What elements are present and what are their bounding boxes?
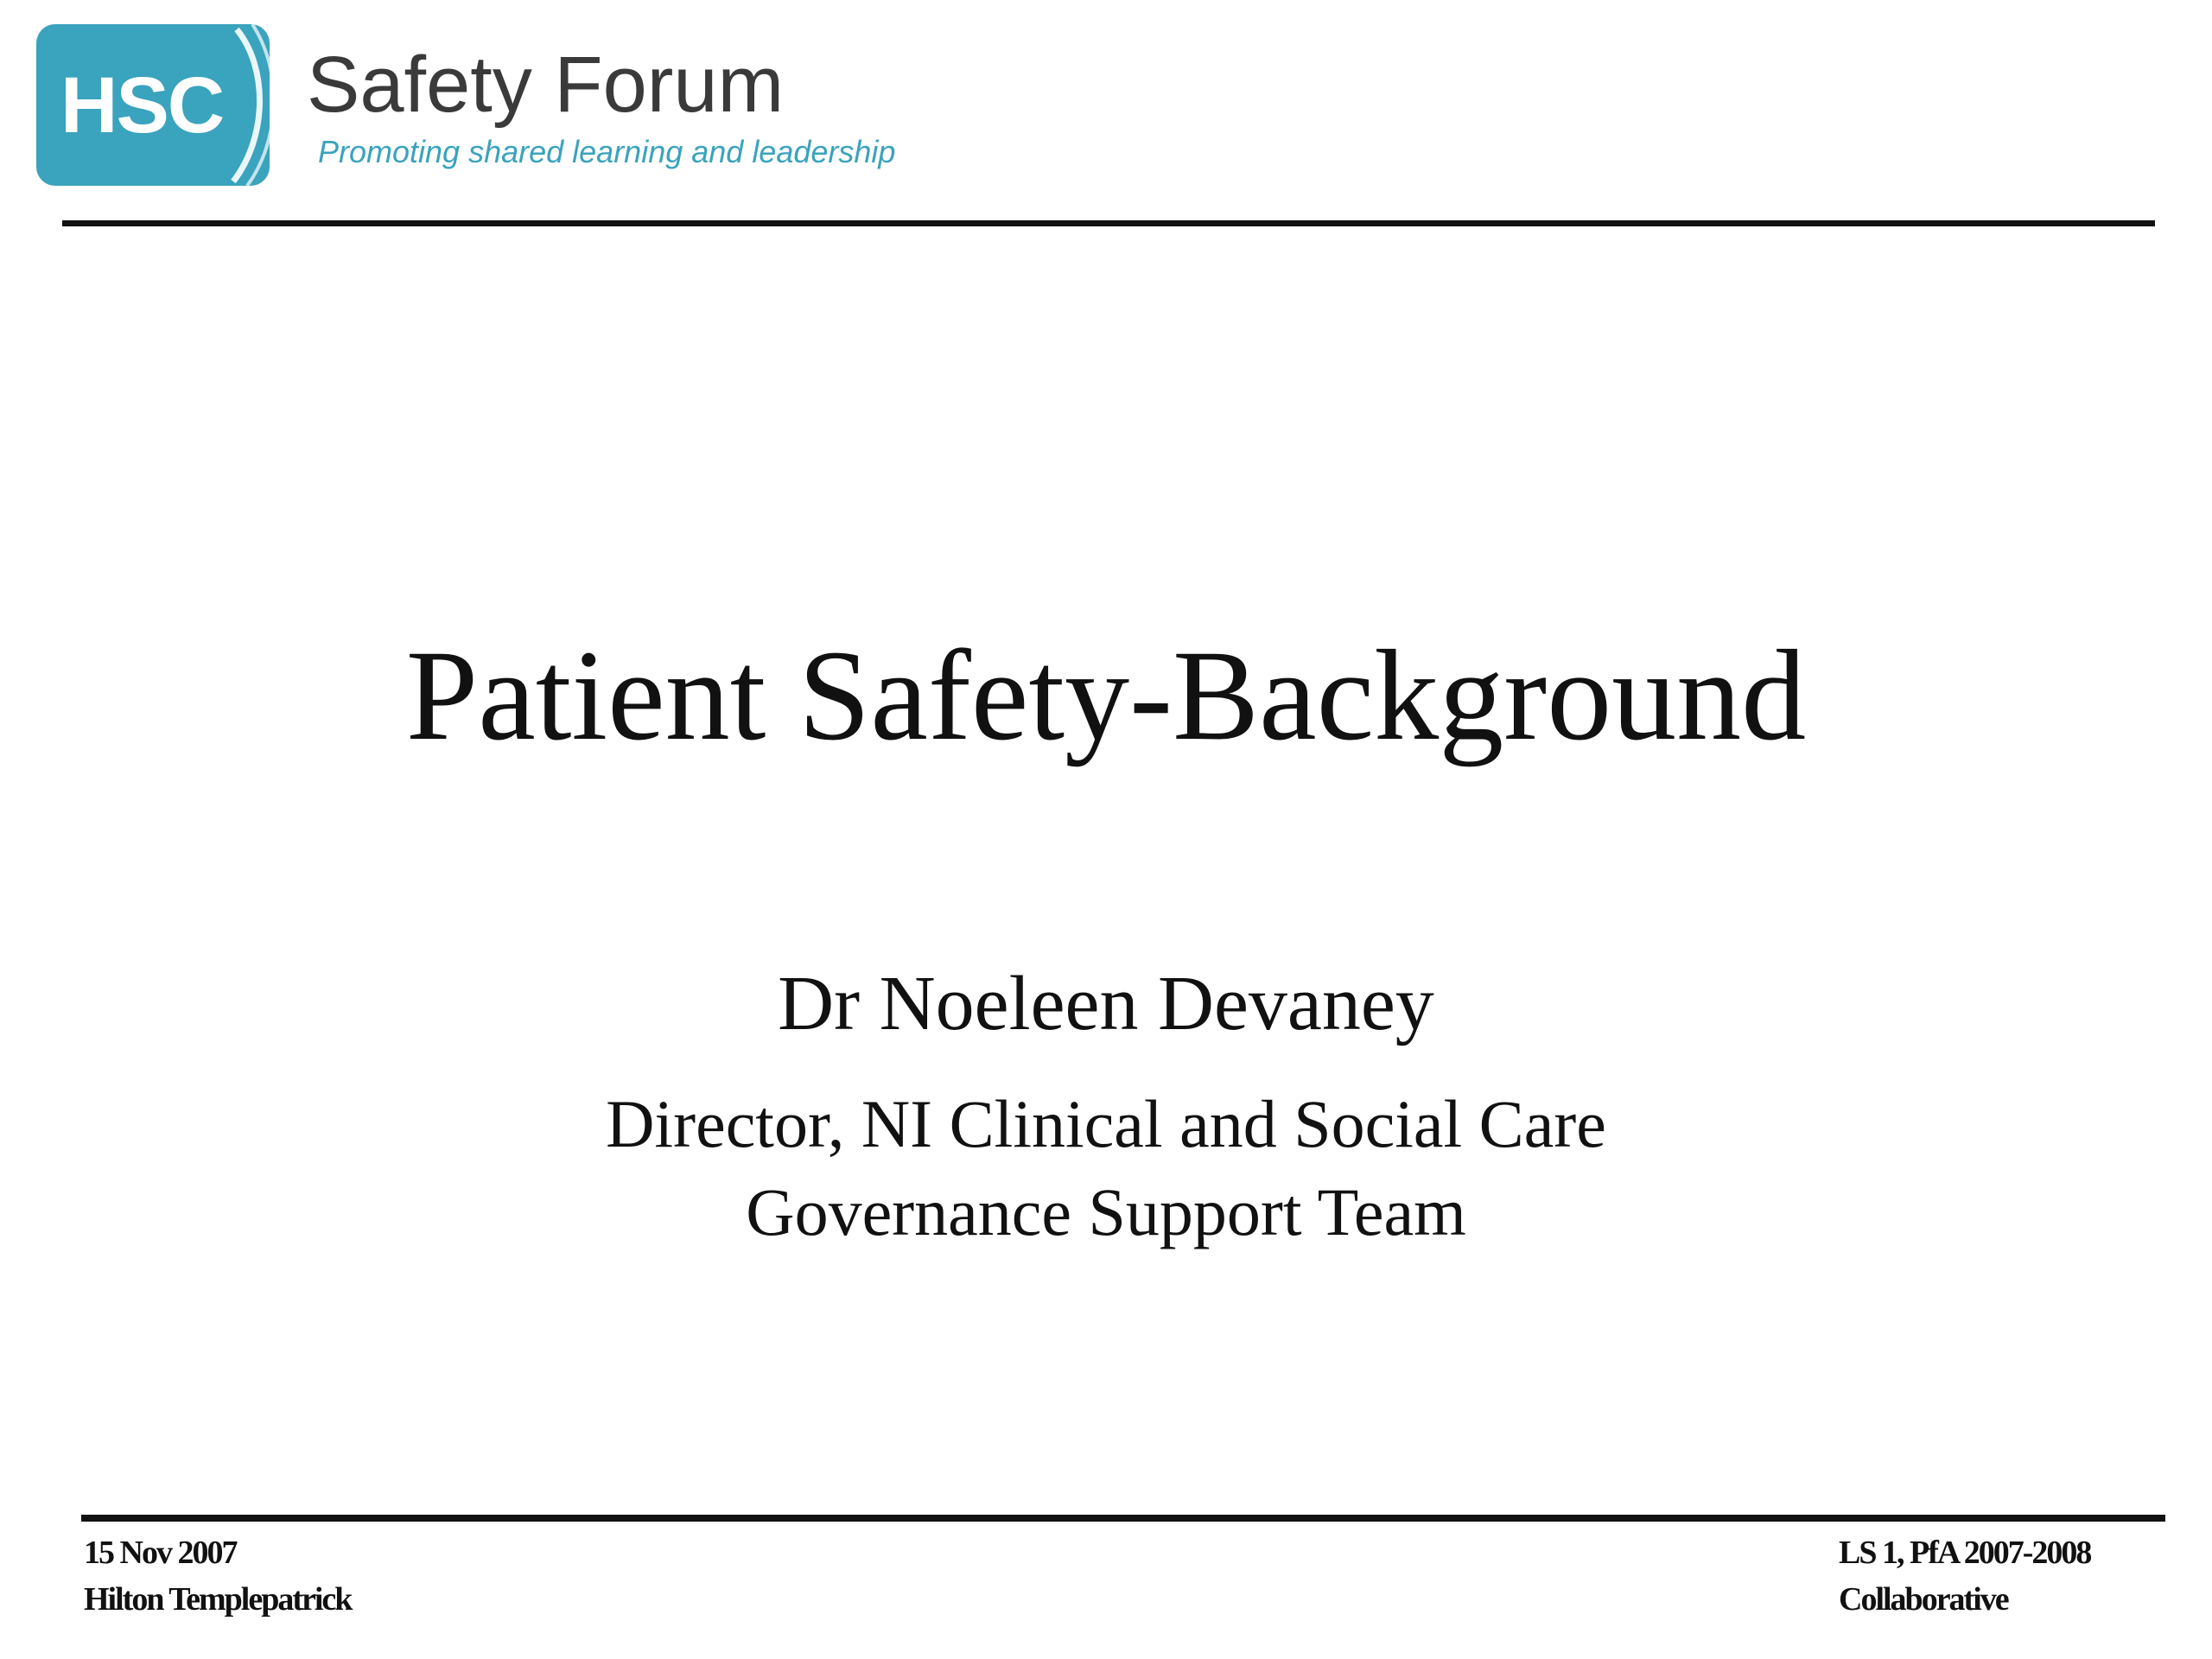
footer-collaborative: Collaborative xyxy=(1839,1581,2008,1618)
role-line: Director, NI Clinical and Social Care xyxy=(606,1086,1606,1161)
footer-date-venue xyxy=(84,1529,351,1623)
hsc-logo xyxy=(36,24,270,186)
header-divider xyxy=(62,220,2155,226)
presenter-role xyxy=(0,1080,2212,1256)
logo-text: HSC xyxy=(60,61,224,149)
brand-tagline: Promoting shared learning and leadership xyxy=(318,134,896,169)
presenter-name: Dr Noeleen Devaney xyxy=(778,961,1434,1046)
brand-title: Safety Forum xyxy=(307,41,785,129)
footer-date: 15 Nov 2007 xyxy=(84,1535,237,1571)
footer-divider xyxy=(81,1515,2165,1522)
role-line: Governance Support Team xyxy=(746,1174,1466,1249)
footer-venue: Hilton Templepatrick xyxy=(84,1581,352,1618)
slide-title: Patient Safety-Background xyxy=(405,624,1807,767)
footer-session-info xyxy=(1839,1529,2090,1623)
footer-session: LS 1, PfA 2007-2008 xyxy=(1839,1535,2091,1571)
